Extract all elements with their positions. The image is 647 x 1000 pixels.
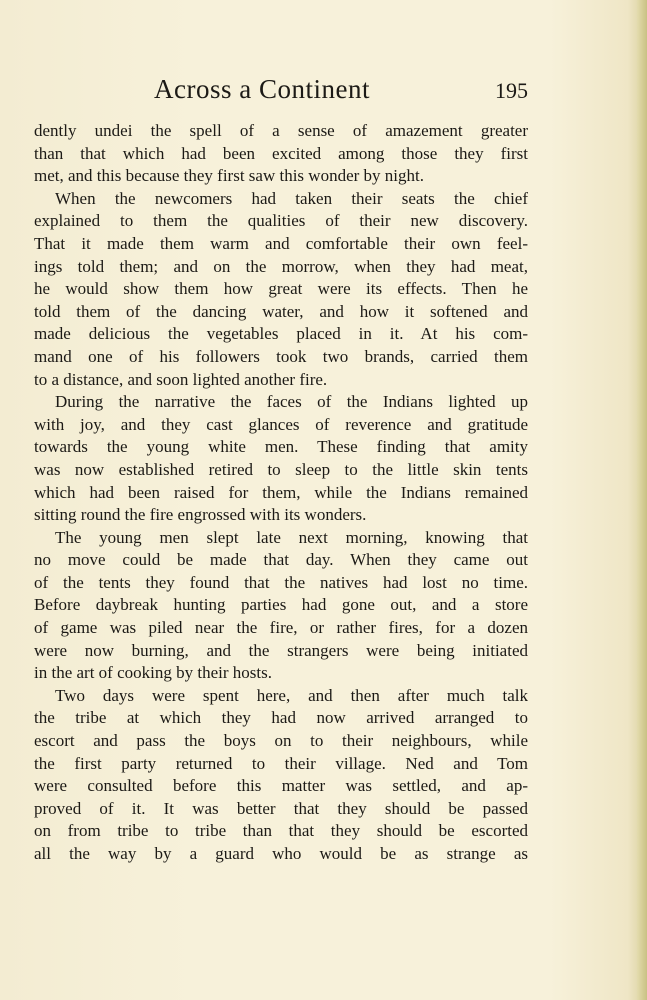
text-line: That it made them warm and comfortable their own feel- — [34, 233, 528, 253]
text-line: all the way by a guard who would be as strange as — [34, 844, 528, 863]
page-edge — [637, 0, 647, 1000]
text-line: in the art of cooking by their hosts. — [34, 663, 272, 683]
paragraph — [34, 188, 528, 391]
page-header — [34, 74, 528, 114]
text-line: which had been raised for them, while the Indians remained — [34, 482, 528, 502]
text-line: met, and this because they first saw this wonder by night. — [34, 166, 424, 186]
body-text — [34, 120, 528, 866]
paragraph — [34, 391, 528, 527]
text-line: he would show them how great were its effects. Then he — [34, 279, 528, 299]
text-line: towards the young white men. These finding that amity — [34, 437, 528, 457]
text-line: no move could be made that day. When they came out — [34, 550, 528, 570]
text-line: When the newcomers had taken their seats the chief — [55, 188, 528, 208]
text-line: During the narrative the faces of the Indians lighted up — [55, 392, 528, 412]
paragraph — [34, 685, 528, 866]
paragraph — [34, 527, 528, 685]
text-line: to a distance, and soon lighted another fire. — [34, 369, 328, 389]
text-line: the first party returned to their village. Ned and Tom — [34, 753, 528, 773]
text-line: the tribe at which they had now arrived arranged to — [34, 708, 528, 728]
text-line: were consulted before this matter was settled, and ap- — [34, 776, 528, 796]
text-line: mand one of his followers took two brands, carried them — [34, 346, 528, 366]
text-line: The young men slept late next morning, knowing that — [55, 527, 528, 547]
text-line: on from tribe to tribe than that they should be escorted — [34, 821, 528, 841]
text-line: Before daybreak hunting parties had gone out, and a store — [34, 595, 528, 615]
text-line: sitting round the fire engrossed with its wonders. — [34, 505, 367, 525]
text-line: explained to them the qualities of their new discovery. — [34, 211, 528, 231]
running-title: Across a Continent — [154, 74, 370, 104]
text-line: were now burning, and the strangers were being initiated — [34, 640, 528, 660]
text-line: Two days were spent here, and then after much talk — [55, 685, 528, 705]
text-line: escort and pass the boys on to their neighbours, while — [34, 731, 528, 751]
page-number: 195 — [495, 78, 528, 103]
text-line: with joy, and they cast glances of reverence and gratitude — [34, 414, 528, 434]
text-line: of game was piled near the fire, or rather fires, for a dozen — [34, 618, 528, 638]
text-line: than that which had been excited among those they first — [34, 143, 528, 163]
text-line: ings told them; and on the morrow, when they had meat, — [34, 256, 528, 276]
text-line: made delicious the vegetables placed in it. At his com- — [34, 324, 528, 344]
text-line: of the tents they found that the natives had lost no time. — [34, 572, 528, 592]
text-line: dently undei the spell of a sense of amazement greater — [34, 121, 528, 140]
text-line: told them of the dancing water, and how it softened and — [34, 301, 528, 321]
text-line: proved of it. It was better that they should be passed — [34, 798, 528, 818]
text-line: was now established retired to sleep to the little skin tents — [34, 459, 528, 479]
paragraph — [34, 120, 528, 188]
